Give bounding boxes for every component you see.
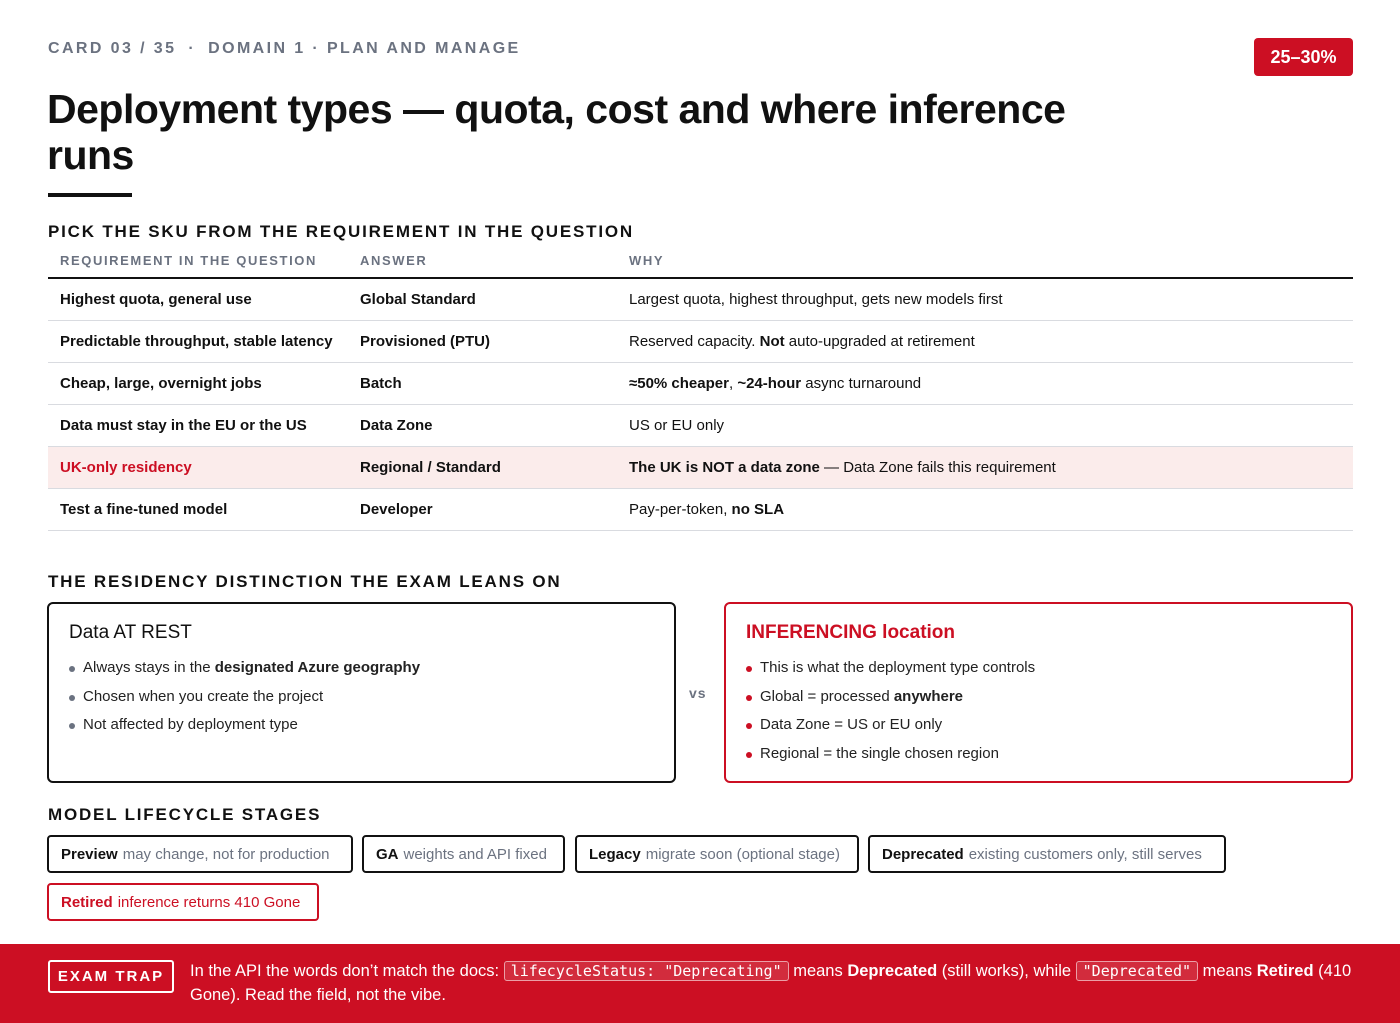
inferencing-location-list [746, 654, 1331, 768]
meta-separator: · [188, 40, 197, 57]
why-emphasis: The UK is NOT a data zone [629, 459, 820, 476]
table-row [48, 278, 1353, 321]
why-text: Reserved capacity. [629, 333, 760, 350]
answer-cell: Developer [348, 489, 617, 531]
why-cell [617, 363, 1353, 405]
trap-text-fragment: (410 Gone). Read the field, not the vibe. [190, 962, 1352, 1004]
data-at-rest-panel [47, 602, 676, 783]
why-text: auto-upgraded at retirement [784, 333, 975, 350]
at-rest-item [69, 711, 654, 740]
trap-code: lifecycleStatus: "Deprecating" [504, 961, 789, 981]
stage-name: Retired [61, 893, 113, 911]
at-rest-item-text: Chosen when you create the project [83, 687, 324, 705]
domain-label: DOMAIN 1 · PLAN AND MANAGE [208, 40, 521, 57]
stage-chip-deprecated [868, 835, 1226, 873]
trap-emphasis: Retired [1256, 962, 1314, 980]
why-cell [617, 278, 1353, 321]
why-emphasis: Not [759, 333, 785, 350]
answer-cell: Provisioned (PTU) [348, 321, 617, 363]
column-header-why: WHY [617, 248, 1353, 278]
why-text: — Data Zone fails this requirement [819, 459, 1056, 476]
why-text: Largest quota, highest throughput, gets new models first [629, 291, 1003, 308]
requirement-cell: Cheap, large, overnight jobs [48, 363, 348, 405]
column-header-answer: ANSWER [348, 248, 617, 278]
trap-text-fragment: means [788, 962, 848, 980]
card-number: CARD 03 / 35 [48, 40, 177, 57]
inferencing-item [746, 711, 1331, 740]
at-rest-item [69, 683, 654, 712]
why-text: US or EU only [629, 417, 725, 434]
vs-label: vs [689, 685, 707, 701]
inferencing-item [746, 683, 1331, 712]
card-meta [48, 40, 521, 58]
exam-weight-badge: 25–30% [1254, 38, 1353, 76]
bullet-dot-icon [69, 723, 75, 729]
why-text: async turnaround [801, 375, 922, 392]
bullet-dot-icon [746, 752, 752, 758]
title-underline [48, 193, 132, 197]
stage-chip-retired [47, 883, 319, 921]
stage-description: weights and API fixed [403, 845, 547, 863]
table-row [48, 447, 1353, 489]
requirement-cell: Predictable throughput, stable latency [48, 321, 348, 363]
stage-name: GA [376, 845, 399, 863]
table-row [48, 321, 1353, 363]
table-header-row [48, 248, 1353, 278]
stage-description: migrate soon (optional stage) [645, 845, 840, 863]
requirement-cell: UK-only residency [48, 447, 348, 489]
bullet-dot-icon [69, 695, 75, 701]
inferencing-item-text: Regional = the single chosen region [760, 744, 999, 762]
answer-cell: Regional / Standard [348, 447, 617, 489]
data-at-rest-title: Data AT REST [69, 622, 192, 643]
stage-description: inference returns 410 Gone [117, 893, 301, 911]
table-row [48, 363, 1353, 405]
table-row [48, 405, 1353, 447]
sku-section-heading: PICK THE SKU FROM THE REQUIREMENT IN THE QUESTION [48, 222, 634, 241]
requirement-cell: Test a fine-tuned model [48, 489, 348, 531]
why-cell [617, 489, 1353, 531]
trap-text-fragment: In the API the words don’t match the docs: [190, 962, 504, 980]
trap-code: "Deprecated" [1076, 961, 1198, 981]
why-cell [617, 405, 1353, 447]
stage-description: may change, not for production [122, 845, 330, 863]
bullet-dot-icon [69, 666, 75, 672]
exam-trap-text [190, 959, 1370, 1007]
residency-section-heading: THE RESIDENCY DISTINCTION THE EXAM LEANS ON [48, 572, 562, 591]
answer-cell: Data Zone [348, 405, 617, 447]
page-title: Deployment types — quota, cost and where inference runs [47, 86, 1066, 178]
bullet-dot-icon [746, 723, 752, 729]
requirement-cell: Data must stay in the EU or the US [48, 405, 348, 447]
at-rest-item-text: Not affected by deployment type [83, 716, 298, 733]
stage-name: Legacy [589, 845, 641, 863]
at-rest-item [69, 654, 654, 683]
inferencing-location-title: INFERENCING location [746, 622, 956, 643]
stage-description: existing customers only, still serves [968, 845, 1202, 863]
requirement-cell: Highest quota, general use [48, 278, 348, 321]
inferencing-item [746, 740, 1331, 769]
answer-cell: Global Standard [348, 278, 617, 321]
stage-chip-preview [47, 835, 353, 873]
trap-text-fragment: means [1198, 962, 1257, 980]
trap-emphasis: Deprecated [847, 962, 938, 980]
table-row [48, 489, 1353, 531]
why-emphasis: no SLA [731, 501, 785, 518]
exam-trap-badge: EXAM TRAP [48, 960, 174, 993]
why-text: Pay-per-token, [629, 501, 732, 518]
trap-text-fragment: (still works), while [937, 962, 1076, 980]
inferencing-item-text: Global = processed [760, 687, 894, 705]
sku-table [48, 248, 1353, 531]
inferencing-location-panel [724, 602, 1353, 783]
bullet-dot-icon [746, 666, 752, 672]
inferencing-item-text: This is what the deployment type controls [760, 659, 1036, 676]
why-text: , [728, 375, 738, 392]
exam-trap-bar [0, 944, 1400, 1023]
answer-cell: Batch [348, 363, 617, 405]
inferencing-item-emphasis: anywhere [893, 687, 964, 705]
inferencing-item [746, 654, 1331, 683]
at-rest-item-emphasis: designated Azure geography [214, 659, 421, 676]
data-at-rest-list [69, 654, 654, 740]
stage-chip-ga [362, 835, 565, 873]
why-cell [617, 447, 1353, 489]
lifecycle-section-heading: MODEL LIFECYCLE STAGES [48, 805, 322, 824]
stage-name: Deprecated [882, 845, 964, 863]
why-emphasis: ≈50% cheaper [629, 375, 729, 392]
column-header-requirement: REQUIREMENT IN THE QUESTION [48, 248, 348, 278]
why-cell [617, 321, 1353, 363]
at-rest-item-text: Always stays in the [83, 659, 215, 676]
inferencing-item-text: Data Zone = US or EU only [760, 716, 943, 733]
bullet-dot-icon [746, 695, 752, 701]
stage-chip-legacy [575, 835, 859, 873]
why-emphasis: ~24-hour [737, 375, 802, 392]
stage-name: Preview [61, 845, 118, 863]
